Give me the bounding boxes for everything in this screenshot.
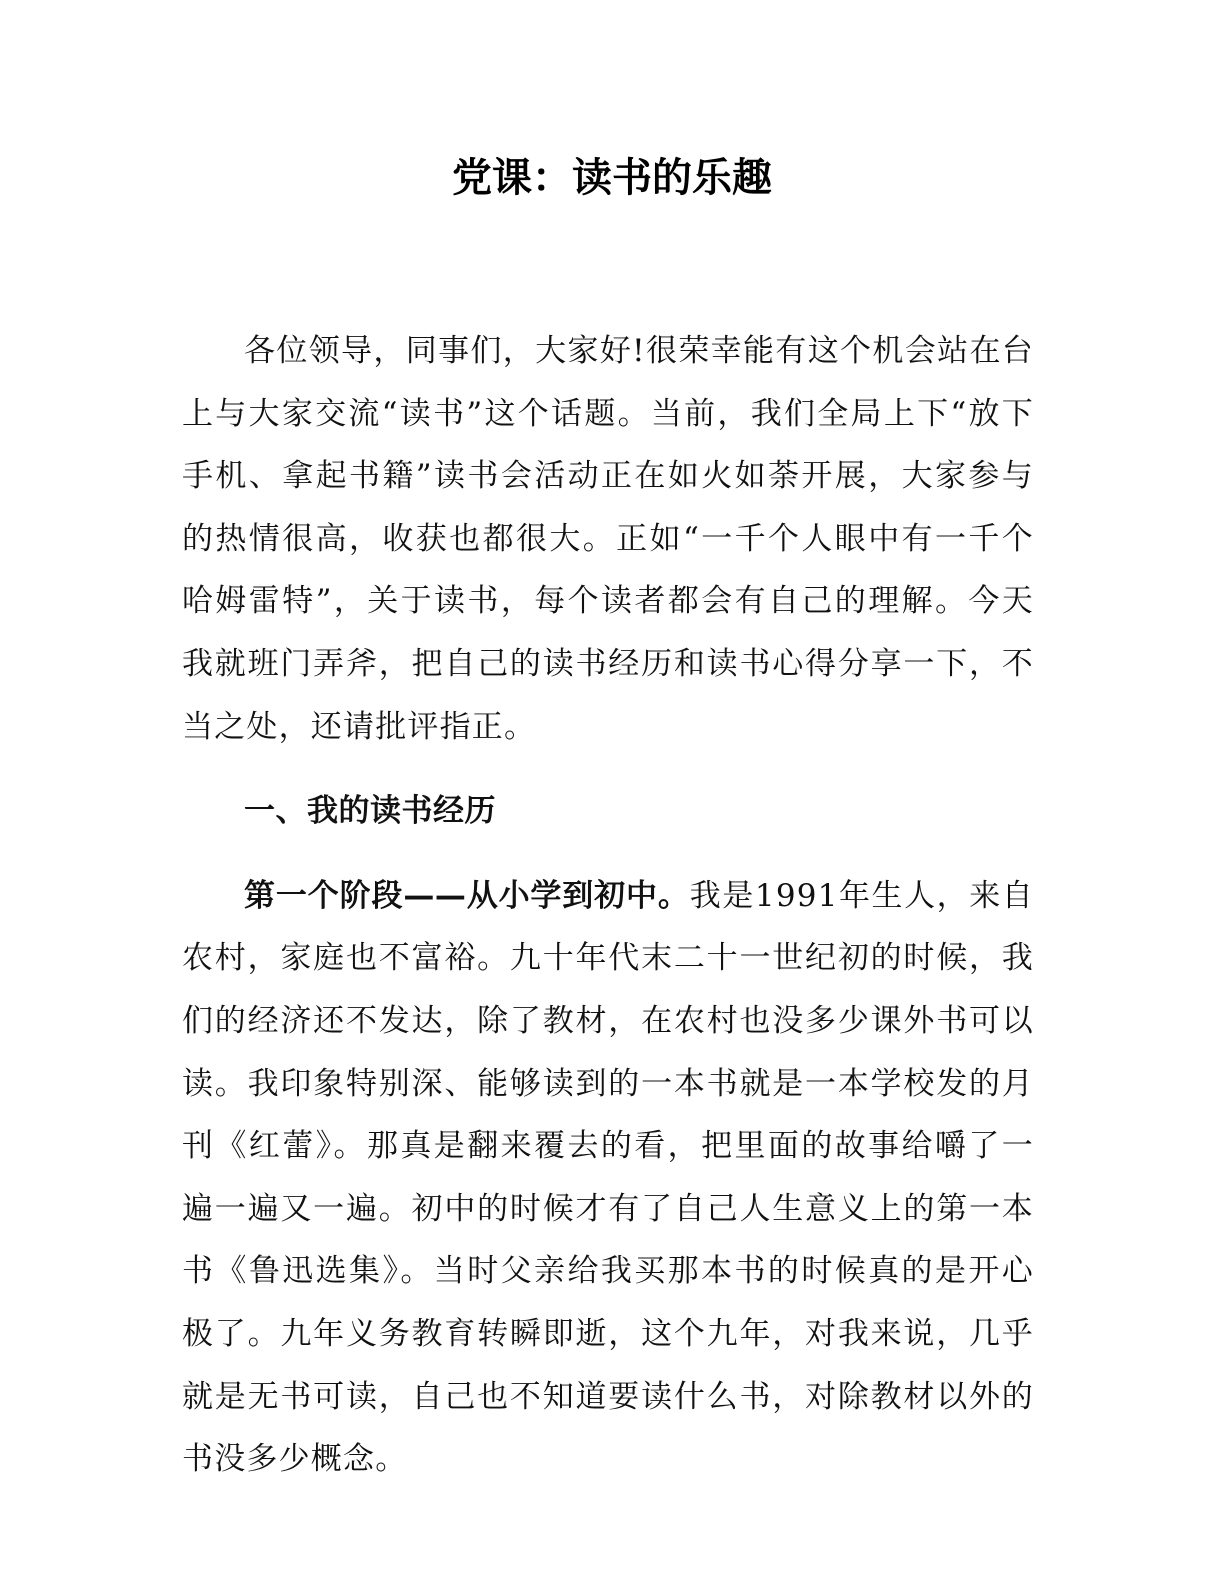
- section-heading: 一、我的读书经历: [244, 793, 496, 830]
- stage-1-text: 我是1991年生人，来自农村，家庭也不富裕。九十年代末二十一世纪初的时候，我们的经济还不发达，除了教材，在农村也没多少课外书可以读。我印象特别深、能够读到的一本书就是一本学校发的月刊《红蕾》。那真是翻来覆去的看，把里面的故事给嚼了一遍一遍又一遍。初中的时候才有了自己人生意义上的第一本书《鲁迅选集》。当时父亲给我买那本书的时候真的是开心极了。九年义务教育转瞬即逝，这个九年，对我来说，几乎就是无书可读，自己也不知道要读什么书，对除教材以外的书没多少概念。: [182, 877, 1035, 1478]
- document-body: [182, 320, 1034, 1491]
- stage-1-lead: 第一个阶段——从小学到初中。: [244, 877, 690, 914]
- document-title: 党课：读书的乐趣: [452, 155, 772, 201]
- stage-1-paragraph: [182, 865, 1034, 1491]
- intro-paragraph: 各位领导，同事们，大家好!很荣幸能有这个机会站在台上与大家交流“读书”这个话题。当前，我们全局上下“放下手机、拿起书籍”读书会活动正在如火如荼开展，大家参与的热情很高，收获也都很大。正如“一千个人眼中有一千个哈姆雷特”，关于读书，每个读者都会有自己的理解。今天我就班门弄斧，把自己的读书经历和读书心得分享一下，不当之处，还请批评指正。: [182, 333, 1034, 745]
